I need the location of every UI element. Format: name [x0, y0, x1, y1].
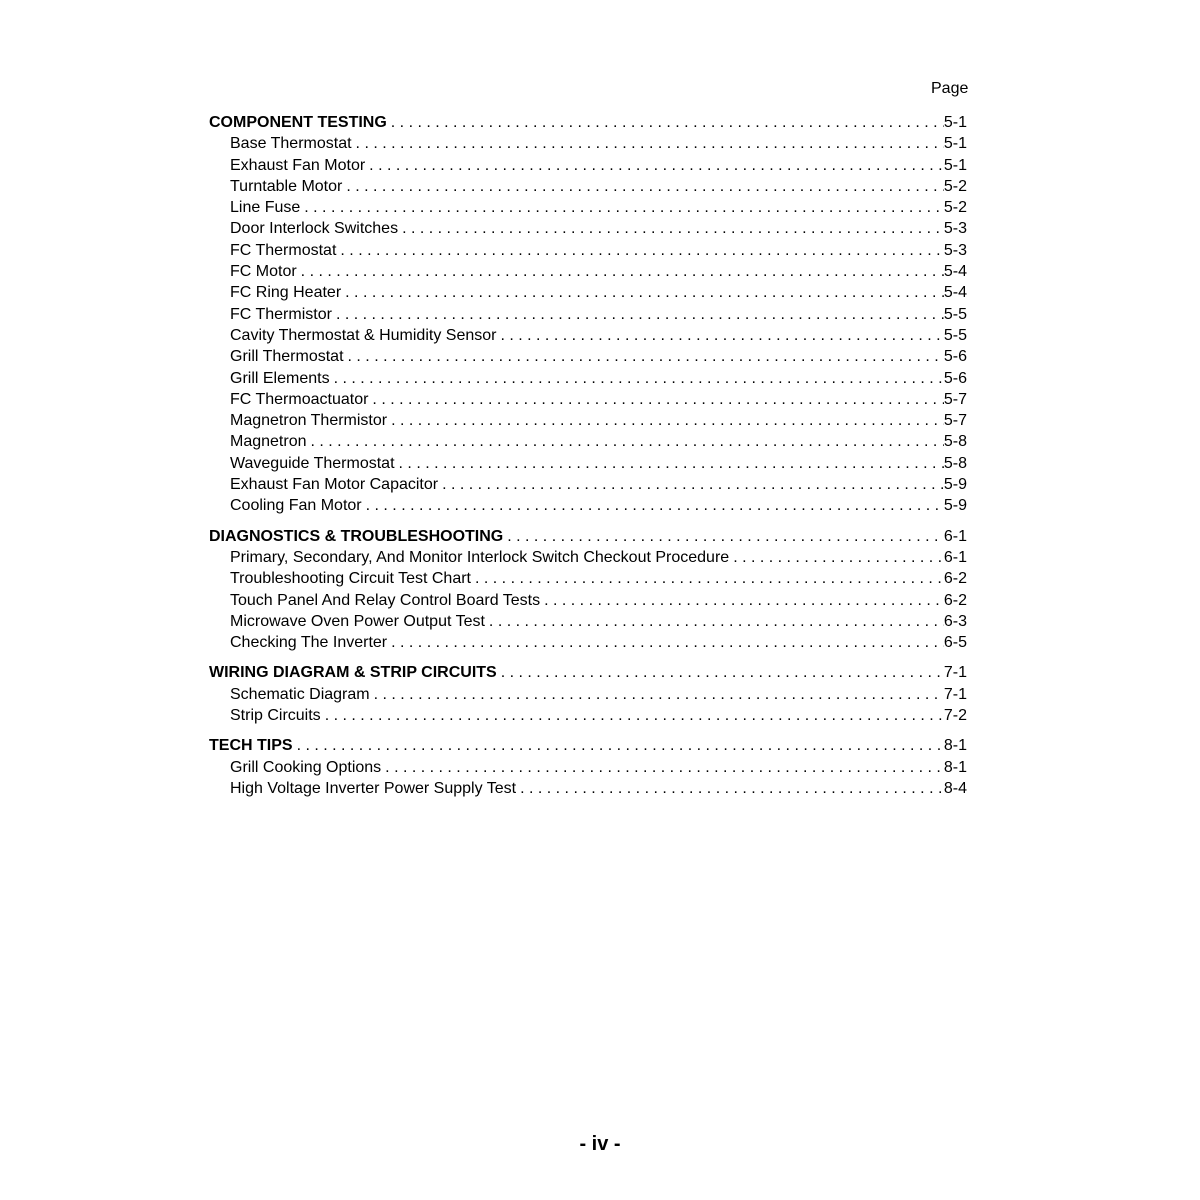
entry-page: 5-7: [943, 412, 967, 430]
toc-entry[interactable]: [209, 155, 967, 176]
entry-title: COMPONENT TESTING: [209, 114, 387, 131]
toc-entry[interactable]: [209, 325, 967, 346]
entry-title: FC Thermistor: [230, 305, 332, 323]
entry-page: 5-1: [943, 135, 967, 153]
toc-section: [209, 526, 967, 654]
toc-entry[interactable]: [209, 495, 967, 516]
entry-title: Cooling Fan Motor: [230, 497, 362, 515]
entry-title: Cavity Thermostat & Humidity Sensor: [230, 326, 497, 344]
toc-entry[interactable]: [209, 368, 967, 389]
entry-title: Schematic Diagram: [230, 685, 370, 703]
entry-page: 5-9: [943, 497, 967, 515]
leader-dots: [321, 705, 944, 726]
entry-page: 5-1: [943, 156, 967, 174]
entry-page: 5-4: [943, 263, 967, 281]
toc-section: [209, 112, 967, 517]
leader-dots: [516, 778, 944, 799]
entry-page: 6-2: [943, 570, 967, 588]
entry-page: 5-5: [943, 305, 967, 323]
leader-dots: [344, 346, 944, 367]
entry-page: 5-2: [943, 177, 967, 195]
entry-title: DIAGNOSTICS & TROUBLESHOOTING: [209, 527, 504, 545]
entry-title: WIRING DIAGRAM & STRIP CIRCUITS: [209, 664, 497, 682]
leader-dots: [342, 176, 944, 197]
page-column-label: Page: [931, 80, 969, 97]
entry-title: Magnetron Thermistor: [230, 412, 388, 430]
toc-entry[interactable]: [209, 197, 967, 218]
toc-entry[interactable]: [209, 757, 967, 778]
entry-page: 5-1: [943, 114, 967, 131]
leader-dots: [352, 133, 944, 154]
entry-title: Strip Circuits: [230, 707, 321, 725]
toc-entry[interactable]: [209, 282, 967, 303]
entry-page: 6-5: [943, 634, 967, 652]
leader-dots: [387, 632, 944, 653]
entry-title: Primary, Secondary, And Monitor Interlock Switch Checkout Procedure: [230, 548, 730, 566]
leader-dots: [300, 197, 944, 218]
leader-dots: [496, 325, 943, 346]
toc-entry[interactable]: [209, 133, 967, 154]
entry-page: 8-4: [943, 779, 967, 797]
toc-section: [209, 735, 967, 799]
leader-dots: [471, 568, 944, 589]
toc-section-heading[interactable]: [209, 735, 967, 756]
entry-page: 8-1: [943, 737, 967, 755]
leader-dots: [485, 611, 944, 632]
table-of-contents: [209, 112, 967, 808]
entry-title: TECH TIPS: [209, 737, 293, 755]
page-number: - iv -: [579, 1133, 621, 1155]
entry-title: FC Thermostat: [230, 241, 337, 259]
leader-dots: [368, 389, 943, 410]
leader-dots: [341, 282, 944, 303]
leader-dots: [297, 261, 944, 282]
entry-page: 5-5: [943, 326, 967, 344]
entry-title: Microwave Oven Power Output Test: [230, 612, 485, 630]
entry-title: Exhaust Fan Motor: [230, 156, 366, 174]
entry-page: 6-1: [943, 548, 967, 566]
toc-entry[interactable]: [209, 240, 967, 261]
toc-entry[interactable]: [209, 176, 967, 197]
toc-entry[interactable]: [209, 632, 967, 653]
entry-page: 5-4: [943, 284, 967, 302]
entry-title: Grill Cooking Options: [230, 758, 382, 776]
entry-title: Waveguide Thermostat: [230, 454, 395, 472]
entry-page: 7-2: [943, 707, 967, 725]
entry-page: 5-8: [943, 433, 967, 451]
leader-dots: [370, 684, 944, 705]
leader-dots: [332, 304, 944, 325]
leader-dots: [729, 547, 944, 568]
entry-title: Line Fuse: [230, 199, 301, 217]
toc-entry[interactable]: [209, 611, 967, 632]
toc-entry[interactable]: [209, 218, 967, 239]
entry-page: 6-1: [943, 527, 967, 545]
entry-title: Grill Elements: [230, 369, 330, 387]
leader-dots: [540, 590, 944, 611]
toc-entry[interactable]: [209, 410, 967, 431]
leader-dots: [330, 368, 944, 389]
toc-entry[interactable]: [209, 474, 967, 495]
toc-section-heading[interactable]: [209, 526, 967, 547]
entry-page: 7-1: [943, 685, 967, 703]
entry-page: 8-1: [943, 758, 967, 776]
toc-entry[interactable]: [209, 778, 967, 799]
leader-dots: [362, 495, 944, 516]
toc-entry[interactable]: [209, 304, 967, 325]
entry-page: 7-1: [943, 664, 967, 682]
entry-title: Door Interlock Switches: [230, 220, 399, 238]
toc-section-heading[interactable]: [209, 112, 967, 133]
entry-page: 5-7: [943, 390, 967, 408]
entry-title: High Voltage Inverter Power Supply Test: [230, 779, 517, 797]
entry-title: Magnetron: [230, 433, 307, 451]
entry-title: Checking The Inverter: [230, 634, 388, 652]
entry-title: Turntable Motor: [230, 177, 343, 195]
entry-title: FC Thermoactuator: [230, 390, 369, 408]
leader-dots: [503, 526, 944, 547]
entry-title: FC Motor: [230, 263, 297, 281]
leader-dots: [387, 410, 944, 431]
toc-entry[interactable]: [209, 684, 967, 705]
entry-page: 5-3: [943, 220, 967, 238]
leader-dots: [398, 218, 944, 239]
toc-section-heading[interactable]: [209, 662, 967, 683]
entry-page: 5-3: [943, 241, 967, 259]
toc-entry[interactable]: [209, 431, 967, 452]
leader-dots: [497, 662, 944, 683]
leader-dots: [336, 240, 943, 261]
toc-entry[interactable]: [209, 389, 967, 410]
leader-dots: [307, 431, 944, 452]
toc-section: [209, 662, 967, 726]
entry-page: 5-2: [943, 199, 967, 217]
toc-entry[interactable]: [209, 705, 967, 726]
toc-entry[interactable]: [209, 261, 967, 282]
leader-dots: [387, 112, 944, 133]
entry-title: Troubleshooting Circuit Test Chart: [230, 570, 471, 588]
leader-dots: [381, 757, 944, 778]
leader-dots: [293, 735, 944, 756]
leader-dots: [438, 474, 944, 495]
entry-page: 5-6: [943, 369, 967, 387]
toc-entry[interactable]: [209, 453, 967, 474]
entry-title: Exhaust Fan Motor Capacitor: [230, 476, 439, 494]
toc-entry[interactable]: [209, 590, 967, 611]
entry-page: 5-9: [943, 476, 967, 494]
leader-dots: [365, 155, 944, 176]
toc-entry[interactable]: [209, 547, 967, 568]
leader-dots: [395, 453, 944, 474]
entry-page: 6-3: [943, 612, 967, 630]
entry-title: FC Ring Heater: [230, 284, 342, 302]
entry-title: Grill Thermostat: [230, 348, 344, 366]
entry-title: Touch Panel And Relay Control Board Tests: [230, 591, 541, 609]
entry-title: Base Thermostat: [230, 135, 352, 153]
toc-entry[interactable]: [209, 346, 967, 367]
entry-page: 6-2: [943, 591, 967, 609]
toc-entry[interactable]: [209, 568, 967, 589]
entry-page: 5-6: [943, 348, 967, 366]
entry-page: 5-8: [943, 454, 967, 472]
